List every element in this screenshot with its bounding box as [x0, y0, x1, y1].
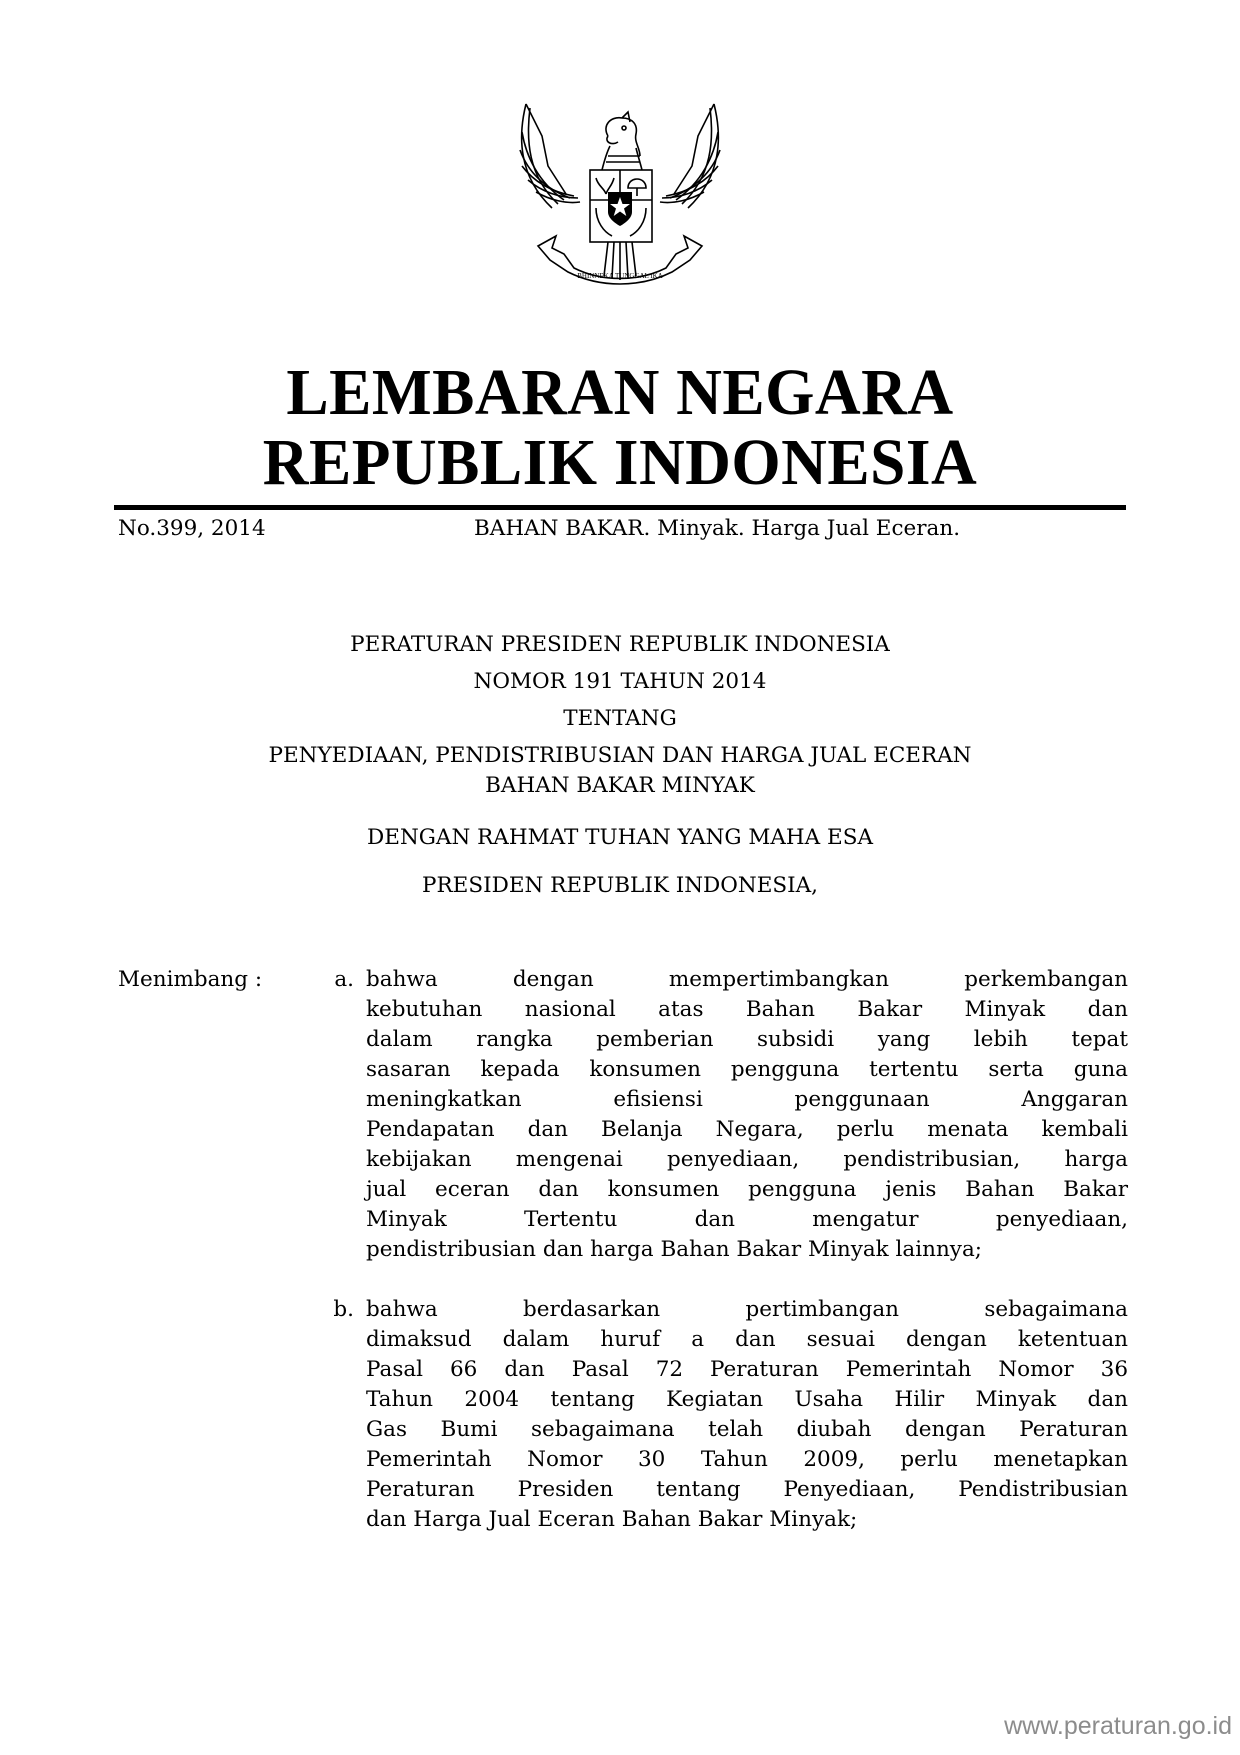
item-text: [366, 965, 1128, 1265]
regulation-subject-line2: BAHAN BAKAR MINYAK: [485, 773, 755, 798]
regulation-subject-line1: PENYEDIAAN, PENDISTRIBUSIAN DAN HARGA JUAL ECERAN: [268, 743, 972, 768]
text-line: Minyak Tertentu dan mengatur penyediaan,: [366, 1207, 1128, 1232]
garuda-emblem-icon: [512, 96, 728, 286]
blessing-line: DENGAN RAHMAT TUHAN YANG MAHA ESA: [367, 825, 873, 850]
text-line: Pemerintah Nomor 30 Tahun 2009, perlu menetapkan: [366, 1447, 1128, 1472]
header-divider: [114, 505, 1126, 510]
emblem-motto: BHINNEKA TUNGGAL IKA: [577, 272, 663, 280]
text-line: Peraturan Presiden tentang Penyediaan, Pendistribusian: [366, 1477, 1128, 1502]
gazette-title-line1: LEMBARAN NEGARA: [286, 356, 954, 429]
source-watermark: www.peraturan.go.id: [1004, 1712, 1232, 1740]
text-line: Pasal 66 dan Pasal 72 Peraturan Pemerintah Nomor 36: [366, 1357, 1128, 1382]
regulation-number: NOMOR 191 TAHUN 2014: [473, 669, 767, 694]
text-line: dalam rangka pemberian subsidi yang lebih tepat: [366, 1027, 1128, 1052]
text-line: pendistribusian dan harga Bahan Bakar Minyak lainnya;: [366, 1237, 983, 1262]
text-line: meningkatkan efisiensi penggunaan Anggaran: [366, 1087, 1128, 1112]
text-line: kebijakan mengenai penyediaan, pendistribusian, harga: [366, 1147, 1128, 1172]
text-line: Tahun 2004 tentang Kegiatan Usaha Hilir Minyak dan: [366, 1387, 1128, 1412]
text-line: dimaksud dalam huruf a dan sesuai dengan ketentuan: [366, 1327, 1128, 1352]
text-line: Pendapatan dan Belanja Negara, perlu menata kembali: [366, 1117, 1128, 1142]
president-line: PRESIDEN REPUBLIK INDONESIA,: [422, 873, 818, 898]
item-letter: a.: [334, 967, 354, 992]
regulation-title: PERATURAN PRESIDEN REPUBLIK INDONESIA: [350, 632, 890, 657]
text-line: Gas Bumi sebagaimana telah diubah dengan Peraturan: [366, 1417, 1128, 1442]
gazette-subject: BAHAN BAKAR. Minyak. Harga Jual Eceran.: [474, 516, 961, 541]
regulation-about: TENTANG: [563, 706, 677, 731]
considering-label: Menimbang :: [118, 967, 263, 992]
gazette-title-line2: REPUBLIK INDONESIA: [262, 426, 978, 499]
text-line: dan Harga Jual Eceran Bahan Bakar Minyak;: [366, 1507, 858, 1532]
item-text: [366, 1295, 1128, 1535]
gazette-number: No.399, 2014: [118, 516, 266, 541]
text-line: kebutuhan nasional atas Bahan Bakar Minyak dan: [366, 997, 1128, 1022]
text-line: bahwa berdasarkan pertimbangan sebagaimana: [366, 1297, 1128, 1322]
text-line: bahwa dengan mempertimbangkan perkembangan: [366, 967, 1128, 992]
text-line: sasaran kepada konsumen pengguna tertentu serta guna: [366, 1057, 1128, 1082]
text-line: jual eceran dan konsumen pengguna jenis Bahan Bakar: [366, 1177, 1128, 1202]
item-letter: b.: [333, 1297, 354, 1322]
